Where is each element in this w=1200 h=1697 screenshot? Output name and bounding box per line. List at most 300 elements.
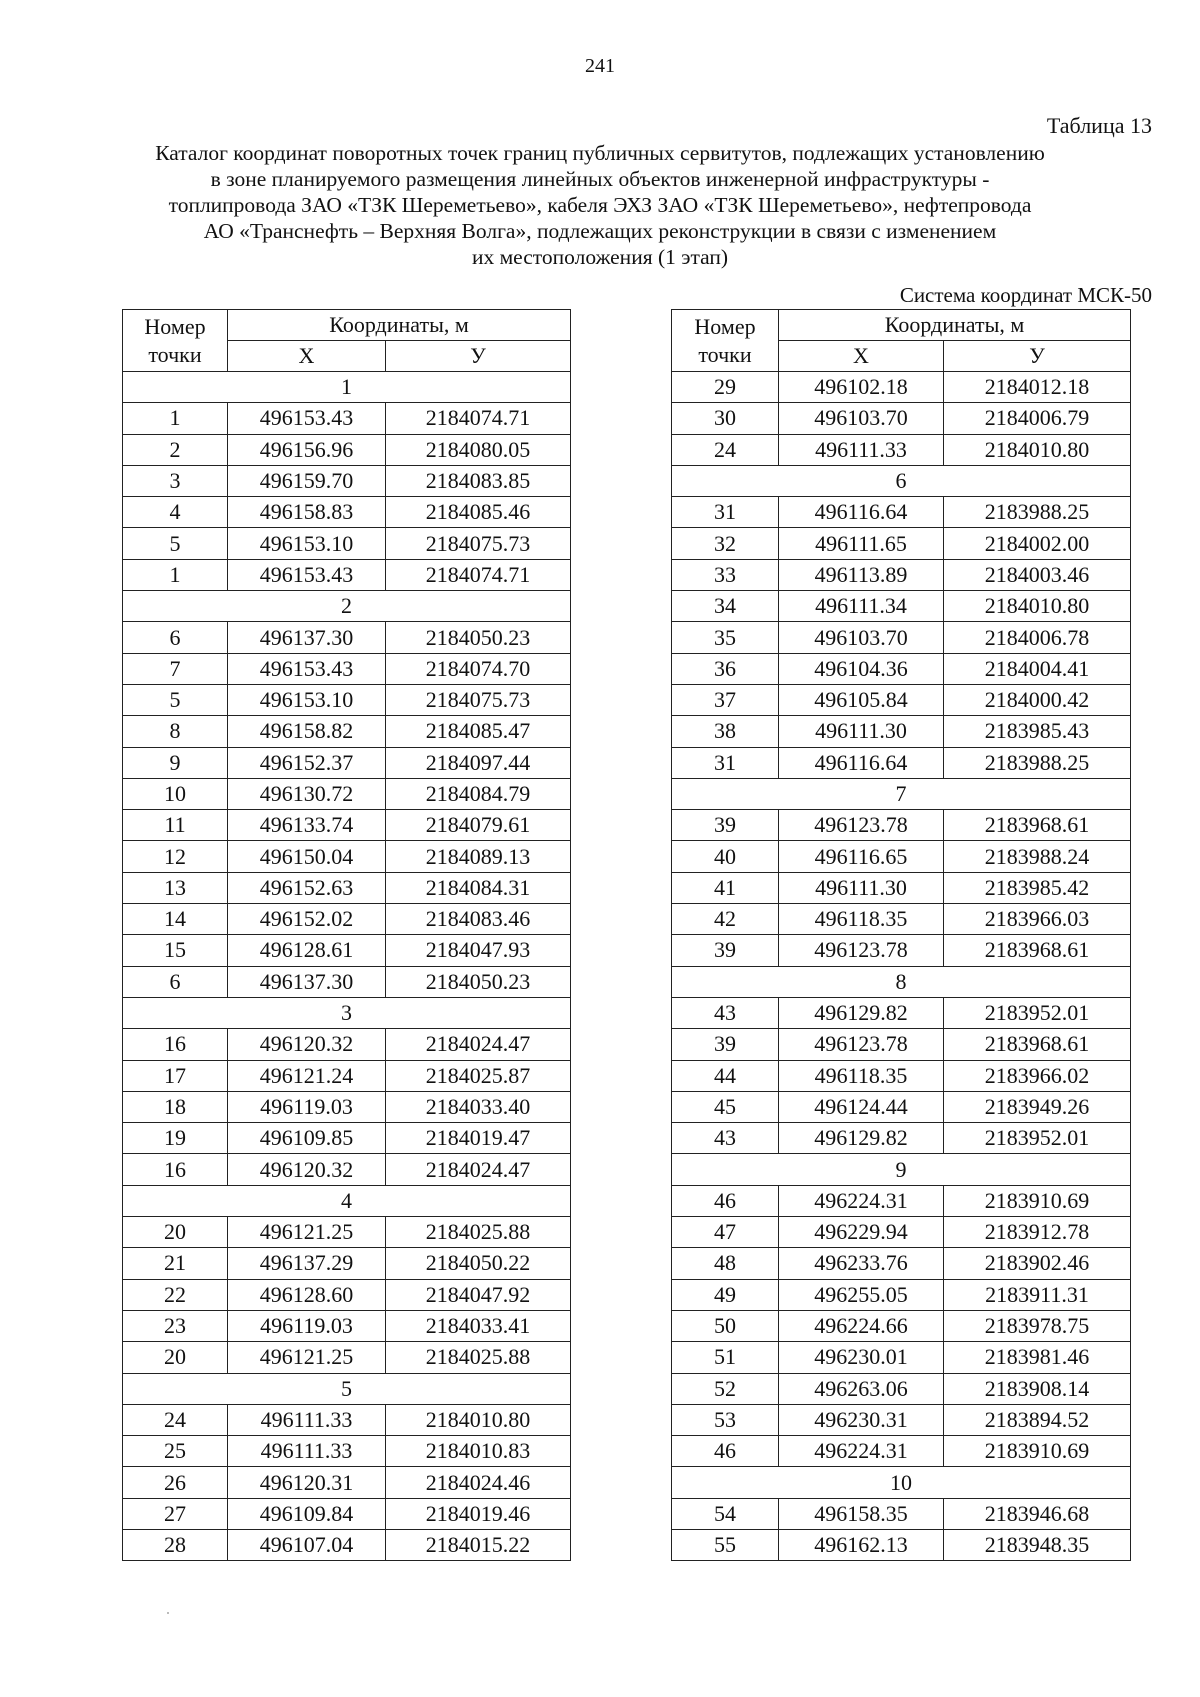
x-coordinate-cell: 496137.29 — [228, 1248, 386, 1279]
y-coordinate-cell: 2184033.41 — [386, 1310, 571, 1341]
point-number-cell: 17 — [123, 1060, 228, 1091]
table-body — [672, 372, 1131, 1561]
point-number-cell: 33 — [672, 559, 779, 590]
y-coordinate-cell: 2183946.68 — [944, 1498, 1131, 1529]
y-coordinate-cell: 2183966.03 — [944, 904, 1131, 935]
table-row — [672, 1373, 1131, 1404]
x-coordinate-cell: 496158.82 — [228, 716, 386, 747]
point-number-cell: 24 — [123, 1404, 228, 1435]
table-header — [672, 310, 1131, 372]
point-number-cell: 46 — [672, 1185, 779, 1216]
section-number: 6 — [672, 465, 1131, 496]
y-coordinate-cell: 2183985.42 — [944, 872, 1131, 903]
x-coordinate-cell: 496120.32 — [228, 1154, 386, 1185]
table-row — [672, 716, 1131, 747]
y-coordinate-cell: 2184025.88 — [386, 1342, 571, 1373]
y-coordinate-cell: 2183952.01 — [944, 997, 1131, 1028]
point-number-cell: 10 — [123, 778, 228, 809]
table-row — [123, 1248, 571, 1279]
table-row — [672, 591, 1131, 622]
point-number-cell: 1 — [123, 559, 228, 590]
table-row — [123, 841, 571, 872]
table-row — [672, 872, 1131, 903]
y-coordinate-cell: 2183985.43 — [944, 716, 1131, 747]
y-coordinate-cell: 2184033.40 — [386, 1091, 571, 1122]
point-number-cell: 26 — [123, 1467, 228, 1498]
x-coordinate-cell: 496119.03 — [228, 1091, 386, 1122]
table-row — [672, 1279, 1131, 1310]
x-coordinate-cell: 496229.94 — [779, 1217, 944, 1248]
point-number-cell: 51 — [672, 1342, 779, 1373]
table-row — [123, 497, 571, 528]
section-row — [672, 1154, 1131, 1185]
table-row — [672, 528, 1131, 559]
table-row — [123, 904, 571, 935]
table-row — [123, 810, 571, 841]
point-number-cell: 27 — [123, 1498, 228, 1529]
table-row — [123, 1529, 571, 1560]
table-row — [672, 1029, 1131, 1060]
point-number-cell: 32 — [672, 528, 779, 559]
table-row — [672, 935, 1131, 966]
x-coordinate-cell: 496128.60 — [228, 1279, 386, 1310]
x-coordinate-cell: 496129.82 — [779, 997, 944, 1028]
y-coordinate-cell: 2183981.46 — [944, 1342, 1131, 1373]
header-line: Номер — [694, 313, 756, 339]
point-number-cell: 52 — [672, 1373, 779, 1404]
y-coordinate-cell: 2184024.47 — [386, 1154, 571, 1185]
table-row — [672, 1185, 1131, 1216]
table-row — [672, 372, 1131, 403]
y-coordinate-cell: 2184047.93 — [386, 935, 571, 966]
x-coordinate-cell: 496123.78 — [779, 935, 944, 966]
x-coordinate-cell: 496121.25 — [228, 1217, 386, 1248]
y-coordinate-cell: 2183910.69 — [944, 1436, 1131, 1467]
y-coordinate-cell: 2184010.80 — [944, 591, 1131, 622]
x-coordinate-cell: 496152.63 — [228, 872, 386, 903]
y-coordinate-cell: 2183911.31 — [944, 1279, 1131, 1310]
table-row — [123, 1342, 571, 1373]
table-row — [123, 1029, 571, 1060]
point-number-cell: 15 — [123, 935, 228, 966]
coordinates-header: Координаты, м — [228, 310, 571, 341]
y-coordinate-cell: 2183968.61 — [944, 935, 1131, 966]
x-coordinate-cell: 496159.70 — [228, 465, 386, 496]
x-coordinate-cell: 496224.31 — [779, 1436, 944, 1467]
header-line: точки — [148, 341, 202, 367]
table-row — [672, 403, 1131, 434]
point-number-cell: 11 — [123, 810, 228, 841]
section-row — [123, 591, 571, 622]
point-number-cell: 50 — [672, 1310, 779, 1341]
x-coordinate-cell: 496123.78 — [779, 810, 944, 841]
y-coordinate-cell: 2184083.85 — [386, 465, 571, 496]
table-row — [672, 559, 1131, 590]
point-number-cell: 37 — [672, 684, 779, 715]
point-number-cell: 49 — [672, 1279, 779, 1310]
table-row — [123, 1467, 571, 1498]
section-row — [123, 372, 571, 403]
x-coordinate-cell: 496104.36 — [779, 653, 944, 684]
y-coordinate-cell: 2184085.47 — [386, 716, 571, 747]
y-coordinate-cell: 2183978.75 — [944, 1310, 1131, 1341]
point-number-cell: 31 — [672, 497, 779, 528]
table-row — [123, 778, 571, 809]
table-row — [123, 684, 571, 715]
x-coordinate-cell: 496153.10 — [228, 528, 386, 559]
table-row — [672, 1436, 1131, 1467]
y-coordinate-cell: 2183968.61 — [944, 810, 1131, 841]
section-number: 10 — [672, 1467, 1131, 1498]
y-coordinate-cell: 2184089.13 — [386, 841, 571, 872]
y-coordinate-cell: 2183988.24 — [944, 841, 1131, 872]
y-coordinate-cell: 2184085.46 — [386, 497, 571, 528]
y-header: У — [386, 341, 571, 372]
point-number-cell: 28 — [123, 1529, 228, 1560]
x-coordinate-cell: 496158.83 — [228, 497, 386, 528]
x-coordinate-cell: 496111.30 — [779, 872, 944, 903]
y-coordinate-cell: 2184015.22 — [386, 1529, 571, 1560]
point-number-cell: 14 — [123, 904, 228, 935]
coordinates-table-right — [671, 309, 1131, 1561]
section-number: 1 — [123, 372, 571, 403]
point-number-cell: 18 — [123, 1091, 228, 1122]
x-coordinate-cell: 496153.43 — [228, 559, 386, 590]
y-coordinate-cell: 2184050.23 — [386, 966, 571, 997]
table-row — [672, 1123, 1131, 1154]
x-coordinate-cell: 496156.96 — [228, 434, 386, 465]
x-coordinate-cell: 496116.64 — [779, 497, 944, 528]
x-coordinate-cell: 496120.31 — [228, 1467, 386, 1498]
table-caption — [100, 140, 1100, 270]
table-row — [123, 716, 571, 747]
table-row — [672, 997, 1131, 1028]
y-coordinate-cell: 2184097.44 — [386, 747, 571, 778]
section-number: 9 — [672, 1154, 1131, 1185]
table-row — [672, 904, 1131, 935]
y-coordinate-cell: 2184047.92 — [386, 1279, 571, 1310]
table-row — [123, 1436, 571, 1467]
table-row — [672, 1342, 1131, 1373]
table-row — [123, 528, 571, 559]
y-coordinate-cell: 2184010.80 — [386, 1404, 571, 1435]
table-row — [123, 622, 571, 653]
point-number-cell: 46 — [672, 1436, 779, 1467]
y-coordinate-cell: 2184019.46 — [386, 1498, 571, 1529]
y-coordinate-cell: 2183948.35 — [944, 1529, 1131, 1560]
table-row — [672, 747, 1131, 778]
table-row — [672, 1060, 1131, 1091]
caption-line: их местоположения (1 этап) — [471, 245, 729, 269]
table-row — [672, 622, 1131, 653]
section-number: 3 — [123, 997, 571, 1028]
y-coordinate-cell: 2183902.46 — [944, 1248, 1131, 1279]
x-coordinate-cell: 496118.35 — [779, 1060, 944, 1091]
y-coordinate-cell: 2183966.02 — [944, 1060, 1131, 1091]
section-number: 2 — [123, 591, 571, 622]
x-coordinate-cell: 496233.76 — [779, 1248, 944, 1279]
y-coordinate-cell: 2184000.42 — [944, 684, 1131, 715]
section-row — [672, 1467, 1131, 1498]
table-row — [672, 684, 1131, 715]
section-number: 5 — [123, 1373, 571, 1404]
table-row — [672, 1248, 1131, 1279]
y-coordinate-cell: 2184083.46 — [386, 904, 571, 935]
caption-line: Каталог координат поворотных точек границ публичных сервитутов, подлежащих установлению — [155, 141, 1045, 165]
point-number-cell: 22 — [123, 1279, 228, 1310]
table-body — [123, 372, 571, 1561]
section-row — [672, 966, 1131, 997]
point-number-cell: 55 — [672, 1529, 779, 1560]
table-row — [123, 559, 571, 590]
y-coordinate-cell: 2183908.14 — [944, 1373, 1131, 1404]
point-number-cell: 24 — [672, 434, 779, 465]
point-number-cell: 43 — [672, 997, 779, 1028]
x-coordinate-cell: 496224.31 — [779, 1185, 944, 1216]
caption-line: топлипровода ЗАО «ТЗК Шереметьево», кабеля ЭХЗ ЗАО «ТЗК Шереметьево», нефтепровода — [168, 193, 1032, 217]
x-coordinate-cell: 496103.70 — [779, 403, 944, 434]
table-row — [672, 841, 1131, 872]
y-coordinate-cell: 2184019.47 — [386, 1123, 571, 1154]
y-coordinate-cell: 2184084.31 — [386, 872, 571, 903]
x-coordinate-cell: 496111.33 — [779, 434, 944, 465]
point-number-cell: 39 — [672, 1029, 779, 1060]
header-line: Номер — [144, 313, 206, 339]
x-coordinate-cell: 496105.84 — [779, 684, 944, 715]
table-row — [123, 1123, 571, 1154]
x-coordinate-cell: 496118.35 — [779, 904, 944, 935]
x-coordinate-cell: 496152.02 — [228, 904, 386, 935]
table-row — [672, 1310, 1131, 1341]
x-coordinate-cell: 496116.65 — [779, 841, 944, 872]
point-number-cell: 19 — [123, 1123, 228, 1154]
y-coordinate-cell: 2184024.47 — [386, 1029, 571, 1060]
x-coordinate-cell: 496121.24 — [228, 1060, 386, 1091]
y-coordinate-cell: 2183988.25 — [944, 747, 1131, 778]
y-coordinate-cell: 2183968.61 — [944, 1029, 1131, 1060]
coordinates-header: Координаты, м — [779, 310, 1131, 341]
table-row — [123, 1217, 571, 1248]
x-coordinate-cell: 496255.05 — [779, 1279, 944, 1310]
table-row — [123, 1498, 571, 1529]
coordinates-table-left — [122, 309, 571, 1561]
x-coordinate-cell: 496123.78 — [779, 1029, 944, 1060]
point-number-cell: 42 — [672, 904, 779, 935]
table-row — [123, 1279, 571, 1310]
y-coordinate-cell: 2183988.25 — [944, 497, 1131, 528]
table-row — [672, 1217, 1131, 1248]
point-number-cell: 36 — [672, 653, 779, 684]
point-number-cell: 8 — [123, 716, 228, 747]
y-coordinate-cell: 2183894.52 — [944, 1404, 1131, 1435]
table-row — [672, 434, 1131, 465]
point-number-header — [672, 310, 779, 372]
x-coordinate-cell: 496263.06 — [779, 1373, 944, 1404]
point-number-cell: 39 — [672, 810, 779, 841]
y-coordinate-cell: 2184074.70 — [386, 653, 571, 684]
point-number-cell: 39 — [672, 935, 779, 966]
section-row — [123, 997, 571, 1028]
point-number-cell: 9 — [123, 747, 228, 778]
point-number-header — [123, 310, 228, 372]
table-row — [672, 810, 1131, 841]
point-number-cell: 21 — [123, 1248, 228, 1279]
section-row — [672, 465, 1131, 496]
point-number-cell: 23 — [123, 1310, 228, 1341]
page-number: 241 — [585, 55, 615, 77]
table-row — [672, 1404, 1131, 1435]
header-line: точки — [698, 341, 752, 367]
table-row — [123, 1091, 571, 1122]
x-coordinate-cell: 496153.10 — [228, 684, 386, 715]
x-coordinate-cell: 496230.31 — [779, 1404, 944, 1435]
point-number-cell: 5 — [123, 528, 228, 559]
y-coordinate-cell: 2183949.26 — [944, 1091, 1131, 1122]
y-coordinate-cell: 2184050.23 — [386, 622, 571, 653]
point-number-cell: 3 — [123, 465, 228, 496]
point-number-cell: 13 — [123, 872, 228, 903]
section-row — [672, 778, 1131, 809]
section-number: 7 — [672, 778, 1131, 809]
section-number: 4 — [123, 1185, 571, 1216]
point-number-cell: 43 — [672, 1123, 779, 1154]
x-coordinate-cell: 496152.37 — [228, 747, 386, 778]
caption-line: в зоне планируемого размещения линейных объектов инженерной инфраструктуры - — [210, 167, 990, 191]
scan-speck — [167, 1612, 169, 1614]
y-coordinate-cell: 2184010.83 — [386, 1436, 571, 1467]
x-coordinate-cell: 496133.74 — [228, 810, 386, 841]
x-coordinate-cell: 496130.72 — [228, 778, 386, 809]
table-row — [123, 935, 571, 966]
x-coordinate-cell: 496119.03 — [228, 1310, 386, 1341]
point-number-cell: 41 — [672, 872, 779, 903]
x-header: X — [228, 341, 386, 372]
y-coordinate-cell: 2183910.69 — [944, 1185, 1131, 1216]
x-coordinate-cell: 496109.84 — [228, 1498, 386, 1529]
point-number-cell: 34 — [672, 591, 779, 622]
table-row — [123, 1154, 571, 1185]
y-coordinate-cell: 2184075.73 — [386, 684, 571, 715]
x-coordinate-cell: 496111.65 — [779, 528, 944, 559]
x-coordinate-cell: 496111.33 — [228, 1436, 386, 1467]
x-coordinate-cell: 496129.82 — [779, 1123, 944, 1154]
x-coordinate-cell: 496102.18 — [779, 372, 944, 403]
y-coordinate-cell: 2184012.18 — [944, 372, 1131, 403]
y-coordinate-cell: 2184006.79 — [944, 403, 1131, 434]
point-number-cell: 35 — [672, 622, 779, 653]
y-coordinate-cell: 2184025.87 — [386, 1060, 571, 1091]
caption-line: АО «Транснефть – Верхняя Волга», подлежащих реконструкции в связи с изменением — [203, 219, 997, 243]
point-number-cell: 7 — [123, 653, 228, 684]
table-label: Таблица 13 — [1046, 113, 1152, 138]
x-coordinate-cell: 496109.85 — [228, 1123, 386, 1154]
section-number: 8 — [672, 966, 1131, 997]
y-coordinate-cell: 2184080.05 — [386, 434, 571, 465]
point-number-cell: 1 — [123, 403, 228, 434]
point-number-cell: 16 — [123, 1029, 228, 1060]
point-number-cell: 16 — [123, 1154, 228, 1185]
y-coordinate-cell: 2184002.00 — [944, 528, 1131, 559]
point-number-cell: 44 — [672, 1060, 779, 1091]
point-number-cell: 5 — [123, 684, 228, 715]
x-coordinate-cell: 496162.13 — [779, 1529, 944, 1560]
point-number-cell: 29 — [672, 372, 779, 403]
y-coordinate-cell: 2184010.80 — [944, 434, 1131, 465]
y-coordinate-cell: 2184084.79 — [386, 778, 571, 809]
table-row — [123, 653, 571, 684]
x-coordinate-cell: 496107.04 — [228, 1529, 386, 1560]
y-coordinate-cell: 2184024.46 — [386, 1467, 571, 1498]
point-number-cell: 38 — [672, 716, 779, 747]
x-coordinate-cell: 496158.35 — [779, 1498, 944, 1529]
x-coordinate-cell: 496116.64 — [779, 747, 944, 778]
table-row — [123, 1404, 571, 1435]
table-row — [672, 1498, 1131, 1529]
x-coordinate-cell: 496121.25 — [228, 1342, 386, 1373]
point-number-cell: 54 — [672, 1498, 779, 1529]
x-coordinate-cell: 496137.30 — [228, 622, 386, 653]
point-number-cell: 25 — [123, 1436, 228, 1467]
x-coordinate-cell: 496137.30 — [228, 966, 386, 997]
x-coordinate-cell: 496150.04 — [228, 841, 386, 872]
x-coordinate-cell: 496224.66 — [779, 1310, 944, 1341]
point-number-cell: 4 — [123, 497, 228, 528]
table-row — [123, 966, 571, 997]
y-coordinate-cell: 2184050.22 — [386, 1248, 571, 1279]
table-row — [123, 872, 571, 903]
point-number-cell: 6 — [123, 966, 228, 997]
x-coordinate-cell: 496111.30 — [779, 716, 944, 747]
table-row — [123, 1310, 571, 1341]
table-row — [123, 465, 571, 496]
y-coordinate-cell: 2184004.41 — [944, 653, 1131, 684]
y-coordinate-cell: 2184006.78 — [944, 622, 1131, 653]
x-coordinate-cell: 496111.33 — [228, 1404, 386, 1435]
point-number-cell: 20 — [123, 1217, 228, 1248]
table-row — [672, 1091, 1131, 1122]
y-coordinate-cell: 2184075.73 — [386, 528, 571, 559]
y-header: У — [944, 341, 1131, 372]
table-row — [672, 1529, 1131, 1560]
section-row — [123, 1185, 571, 1216]
point-number-cell: 20 — [123, 1342, 228, 1373]
y-coordinate-cell: 2184074.71 — [386, 559, 571, 590]
x-coordinate-cell: 496103.70 — [779, 622, 944, 653]
x-coordinate-cell: 496120.32 — [228, 1029, 386, 1060]
y-coordinate-cell: 2184003.46 — [944, 559, 1131, 590]
table-row — [123, 403, 571, 434]
point-number-cell: 12 — [123, 841, 228, 872]
table-row — [123, 434, 571, 465]
point-number-cell: 2 — [123, 434, 228, 465]
x-coordinate-cell: 496153.43 — [228, 403, 386, 434]
point-number-cell: 45 — [672, 1091, 779, 1122]
x-coordinate-cell: 496153.43 — [228, 653, 386, 684]
y-coordinate-cell: 2183952.01 — [944, 1123, 1131, 1154]
point-number-cell: 47 — [672, 1217, 779, 1248]
section-row — [123, 1373, 571, 1404]
x-coordinate-cell: 496230.01 — [779, 1342, 944, 1373]
x-header: X — [779, 341, 944, 372]
x-coordinate-cell: 496111.34 — [779, 591, 944, 622]
y-coordinate-cell: 2184074.71 — [386, 403, 571, 434]
point-number-cell: 6 — [123, 622, 228, 653]
x-coordinate-cell: 496113.89 — [779, 559, 944, 590]
point-number-cell: 53 — [672, 1404, 779, 1435]
point-number-cell: 30 — [672, 403, 779, 434]
x-coordinate-cell: 496124.44 — [779, 1091, 944, 1122]
y-coordinate-cell: 2184079.61 — [386, 810, 571, 841]
